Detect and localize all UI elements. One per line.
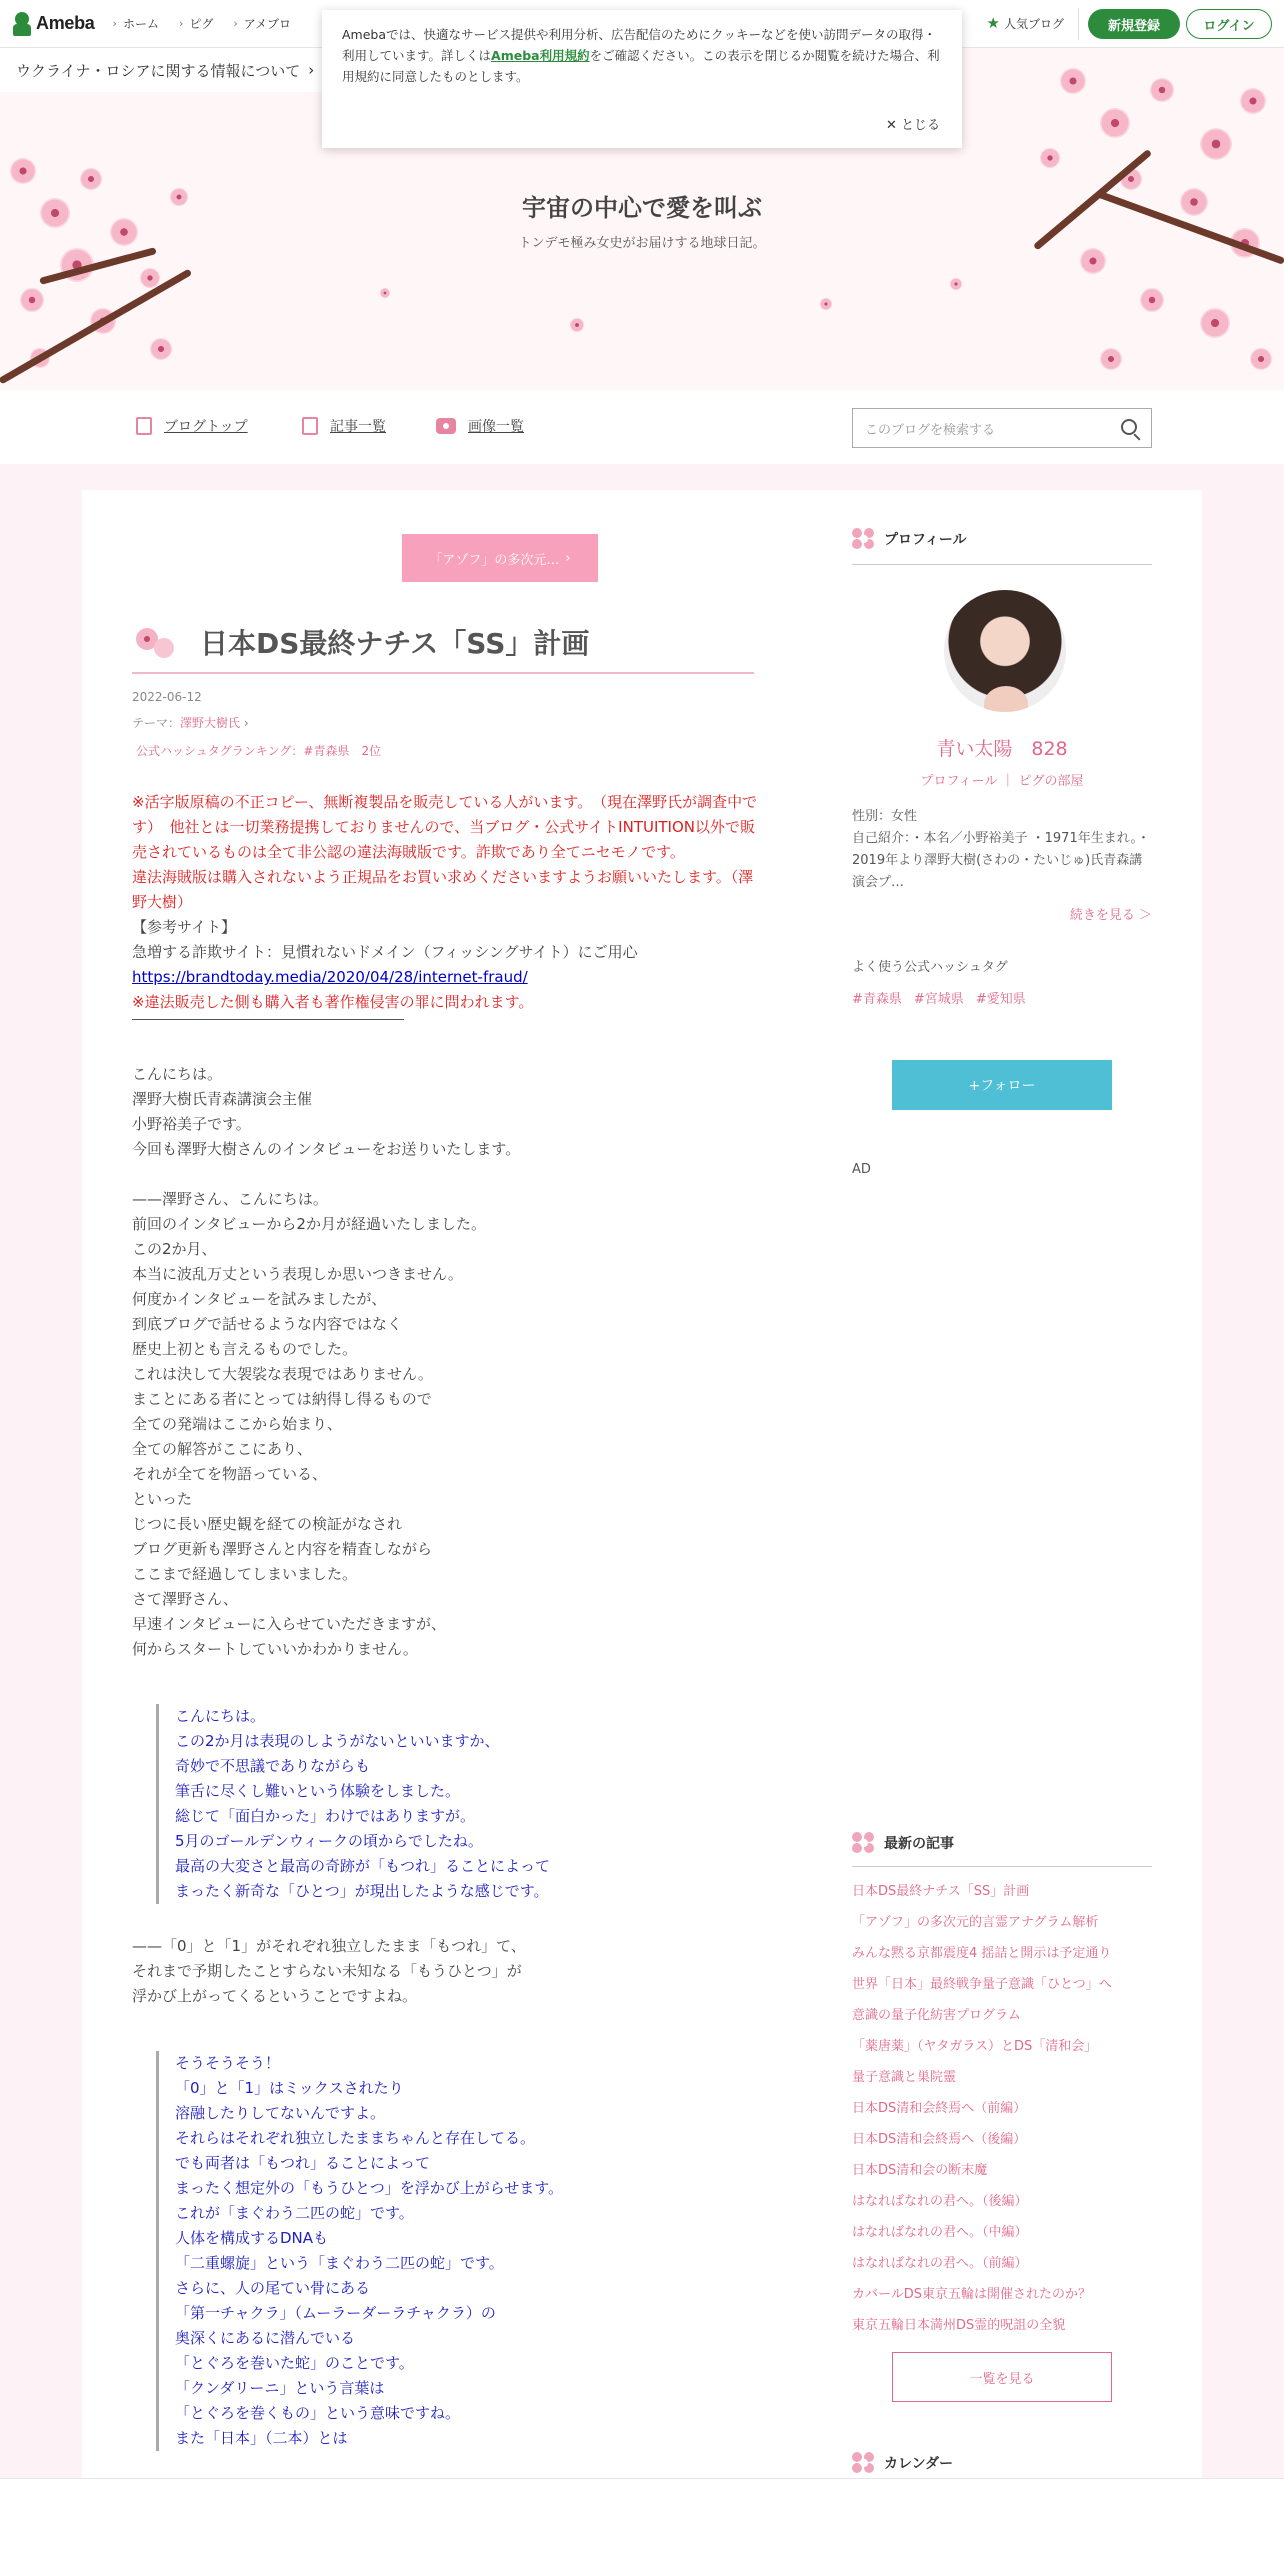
main-content — [82, 490, 1202, 2568]
blossom-decoration — [140, 268, 160, 288]
cookie-close-label: とじる — [900, 118, 940, 133]
bottom-bar — [0, 2478, 1284, 2568]
sakura-icon — [852, 528, 876, 550]
theme-label: テーマ： — [132, 716, 181, 730]
nav-home[interactable] — [113, 15, 159, 32]
signup-button[interactable]: 新規登録 — [1088, 9, 1180, 39]
blog-search-input[interactable] — [852, 408, 1152, 448]
hashtag-list — [852, 988, 1026, 1007]
title-underline — [132, 672, 754, 674]
blossom-decoration — [1240, 88, 1266, 114]
quote-line: また「日本」（二本）とは — [175, 2429, 348, 2447]
camera-icon — [436, 418, 456, 434]
ameba-logo-text: Ameba — [36, 13, 95, 33]
blog-title[interactable]: 宇宙の中心で愛を叫ぶ — [522, 194, 762, 222]
cookie-text-2: をご確認ください。この表示を閉じるか閲覧を続けた場合、利用規約に同意したものとします。 — [342, 48, 940, 84]
blog-top-link[interactable] — [136, 416, 248, 436]
body-line: 前回のインタビューから2か月が経過いたしました。 — [132, 1215, 486, 1233]
ameba-logo-icon — [12, 12, 32, 36]
quote-line: 人体を構成するDNAも — [175, 2229, 329, 2247]
quote-line: 5月のゴールデンウィークの頃からでしたね。 — [175, 1832, 483, 1850]
entry-date: 2022-06-12 — [132, 690, 202, 704]
chevron-right-icon: › — [308, 61, 315, 79]
chevron-right-icon: › — [112, 17, 117, 30]
recent-entry-link[interactable]: はなればなれの君へ。（前編） — [852, 2256, 1028, 2271]
quote-line: でも両者は「もつれ」ることによって — [175, 2154, 431, 2172]
blossom-decoration — [1200, 308, 1230, 338]
body-line: 本当に波乱万丈という表現しか思いつきません。 — [132, 1265, 463, 1283]
popular-blogs-link[interactable] — [987, 14, 1064, 32]
body-line: 今回も澤野大樹さんのインタビューをお送りいたします。 — [132, 1140, 521, 1158]
quote-line: まったく新奇な「ひとつ」が現出したような感じです。 — [175, 1882, 549, 1900]
body-line: それまで予期したことすらない未知なる「もうひとつ」が — [132, 1962, 522, 1980]
blossom-decoration — [20, 288, 44, 312]
popular-blogs-label: 人気ブログ — [1003, 16, 1064, 31]
recent-heading-label: 最新の記事 — [884, 1836, 954, 1852]
profile-heading-rule — [852, 564, 1152, 565]
image-list-link[interactable] — [436, 416, 524, 436]
recent-entry-link[interactable]: 日本DS最終ナチス「SS」計画 — [852, 1884, 1030, 1899]
hashtag-link[interactable]: #青森県 — [852, 992, 902, 1007]
blossom-decoration — [1150, 78, 1174, 102]
entry-title-row — [132, 618, 754, 666]
nav-pigg-label: ピグ — [189, 17, 214, 31]
profile-links: プロフィール ｜ ピグの部屋 — [920, 774, 1084, 789]
paragraph-question-2 — [132, 1934, 762, 2009]
chevron-right-icon: › — [243, 716, 249, 730]
search-placeholder: このブログを検索する — [865, 422, 996, 438]
body-line: 浮かび上がってくるということですよね。 — [132, 1987, 418, 2005]
branch-decoration — [0, 268, 192, 384]
entry-theme — [132, 714, 249, 731]
profile-text — [852, 806, 1152, 894]
blossom-decoration — [10, 158, 36, 184]
nav-ameblo[interactable] — [233, 15, 291, 32]
recent-entry-link[interactable]: 日本DS清和会の断末魔 — [852, 2163, 988, 2178]
rank-tag-link[interactable]: #青森県 — [303, 744, 350, 758]
quote-line: 溶融したりしてないんですよ。 — [175, 2104, 386, 2122]
body-line: 歴史上初とも言えるものでした。 — [132, 1340, 358, 1358]
quote-line: 「とぐろを巻くもの」という意味ですね。 — [175, 2404, 461, 2422]
quote-line: さらに、人の尾てい骨にある — [175, 2279, 371, 2297]
hashtags-heading: よく使う公式ハッシュタグ — [852, 960, 1008, 975]
related-entry-label: 「アゾフ」の多次元… — [429, 552, 560, 568]
blog-top-label: ブログトップ — [164, 419, 248, 435]
blossom-decoration — [1040, 148, 1060, 168]
body-line: ここまで経過してしまいました。 — [132, 1565, 358, 1583]
paragraph-interview-intro — [132, 1187, 762, 1662]
ukraine-notice-link[interactable] — [0, 48, 330, 92]
quote-line: 「とぐろを巻いた蛇」のことです。 — [175, 2354, 414, 2372]
recent-entries-list — [852, 1880, 1152, 2345]
search-icon[interactable] — [1121, 419, 1137, 435]
body-line: 何度かインタビューを試みましたが、 — [132, 1290, 387, 1308]
blossom-decoration — [380, 288, 390, 298]
quote-line: 筆舌に尽くし難いという体験をしました。 — [175, 1782, 461, 1800]
blog-description: トンデモ極み女史がお届けする地球日記。 — [518, 236, 766, 251]
quote-line: 「二重螺旋」という「まぐわう二匹の蛇」です。 — [175, 2254, 504, 2272]
recent-entry-link[interactable]: 世界「日本」最終戦争量子意識「ひとつ」へ — [852, 1977, 1112, 1992]
calendar-heading — [852, 2452, 953, 2474]
sakura-icon — [132, 622, 186, 662]
quote-line: 奇妙で不思議でありながらも — [175, 1757, 371, 1775]
quote-line: 最高の大変さと最高の奇跡が「もつれ」ることによって — [175, 1857, 551, 1875]
blossom-decoration — [1250, 348, 1272, 370]
entry-list-link[interactable] — [302, 416, 386, 436]
star-icon: ★ — [986, 14, 1000, 32]
reference-heading: 【参考サイト】 — [132, 918, 236, 936]
blossom-decoration — [1100, 348, 1122, 370]
blossom-decoration — [1100, 108, 1130, 138]
blossom-decoration — [820, 298, 832, 310]
profile-intro: 自己紹介：・本名／小野裕美子 ・1971年生まれ。・2019年より澤野大樹(さわの・たいじゅ)氏青森講演会プ… — [852, 831, 1150, 890]
quote-line: こんにちは。 — [175, 1707, 266, 1725]
nav-pigg[interactable] — [179, 15, 213, 32]
quote-line: 奥深くにあるに潜んでいる — [175, 2329, 356, 2347]
chevron-right-icon: › — [233, 17, 238, 30]
quote-line: この2か月は表現のしようがないといいますか、 — [175, 1732, 500, 1750]
separator-line — [132, 1019, 404, 1020]
quote-line: 「0」と「1」はミックスされたり — [175, 2079, 404, 2097]
body-line: といった — [132, 1490, 193, 1508]
copy-icon — [302, 417, 318, 435]
cookie-consent-popup — [322, 10, 962, 148]
nav-home-label: ホーム — [122, 17, 159, 31]
body-line: こんにちは。 — [132, 1065, 223, 1083]
body-line: まことにある者にとっては納得し得るもので — [132, 1390, 432, 1408]
hashtag-ranking — [136, 742, 381, 759]
recent-entry-link[interactable]: 意識の量子化紡害プログラム — [852, 2008, 1021, 2023]
quote-line: 「クンダリーニ」という言葉は — [175, 2379, 385, 2397]
quote-line: これが「まぐわう二匹の蛇」です。 — [175, 2204, 414, 2222]
body-line: 全ての解答がここにあり、 — [132, 1440, 313, 1458]
quote-line: 「第一チャクラ」（ムーラーダーラチャクラ）の — [175, 2304, 496, 2322]
paragraph-greeting — [132, 1062, 762, 1162]
recent-entry-link[interactable]: 日本DS清和会終焉へ（前編） — [852, 2101, 1027, 2116]
blossom-decoration — [150, 338, 172, 360]
recent-entry-link[interactable]: 量子意識と巣院靈 — [852, 2070, 957, 2085]
ameba-logo[interactable] — [12, 12, 95, 36]
header-divider — [1078, 8, 1079, 40]
entry-list-label: 記事一覧 — [330, 419, 386, 435]
cookie-text-1: Amebaでは、快適なサービス提供や利用分析、広告配信のためにクッキーなどを使い訪問データの取得・利用しています。詳しくは — [342, 27, 937, 63]
theme-link[interactable]: 澤野大樹氏 — [180, 716, 241, 730]
blossom-decoration — [1140, 288, 1164, 312]
global-nav — [113, 15, 292, 32]
entry-title[interactable]: 日本DS最終ナチス「SS」計画 — [200, 627, 590, 660]
nav-ameblo-label: アメブロ — [243, 17, 292, 31]
warning-text-2: 違法海賊版は購入されないよう正規品をお買い求めくださいますようお願いいたします。（澤野大樹） — [132, 868, 754, 911]
blossom-decoration — [1200, 128, 1232, 160]
view-all-button[interactable]: 一覧を見る — [892, 2352, 1112, 2402]
recent-entry-link[interactable]: カバールDS東京五輪は開催されたのか？ — [852, 2287, 1092, 2302]
body-line: ——澤野さん、こんにちは。 — [132, 1190, 328, 1208]
reference-link[interactable]: https://brandtoday.media/2020/04/28/internet-fraud/ — [132, 968, 528, 986]
follow-button[interactable]: +フォロー — [892, 1060, 1112, 1110]
notice-text: ウクライナ・ロシアに関する情報について — [16, 61, 301, 80]
recent-entry-link[interactable]: 「薬唐薬」（ヤタガラス）とDS「清和会」 — [852, 2039, 1098, 2054]
reference-desc: 急増する詐欺サイト：見慣れないドメイン（フィッシングサイト）にご用心 — [132, 943, 638, 961]
profile-more-link[interactable]: 続きを見る ＞ — [1069, 908, 1152, 923]
blossom-decoration — [1080, 248, 1106, 274]
body-line: 早速インタビューに入らせていただきますが、 — [132, 1615, 446, 1633]
recent-heading — [852, 1832, 954, 1854]
recent-entry-link[interactable]: はなればなれの君へ。（後編） — [852, 2194, 1028, 2209]
calendar-heading-label: カレンダー — [884, 2456, 954, 2472]
blossom-decoration — [570, 318, 584, 332]
cookie-close-button[interactable] — [886, 115, 940, 136]
login-button[interactable]: ログイン — [1186, 9, 1272, 39]
close-icon: ✕ — [885, 118, 897, 133]
profile-heading-label: プロフィール — [884, 532, 967, 548]
profile-link[interactable]: プロフィール — [920, 774, 998, 789]
hashtag-link[interactable]: #宮城県 — [913, 992, 964, 1007]
blossom-decoration — [950, 278, 962, 290]
profile-gender: 性別：女性 — [852, 809, 918, 824]
avatar[interactable] — [944, 590, 1066, 712]
quote-answer-2 — [156, 2051, 762, 2451]
body-line: さて澤野さん、 — [132, 1590, 238, 1608]
blossom-decoration — [80, 168, 102, 190]
body-line: じつに長い歴史観を経ての検証がなされ — [132, 1515, 403, 1533]
profile-heading — [852, 528, 967, 550]
chevron-right-icon: › — [565, 550, 571, 566]
body-line: ブログ更新も澤野さんと内容を精査しながら — [132, 1540, 433, 1558]
terms-link[interactable]: Ameba利用規約 — [491, 48, 590, 63]
related-entry-button[interactable] — [402, 534, 598, 582]
sakura-icon — [852, 1832, 876, 1854]
recent-entry-link[interactable]: 東京五輪日本満州DS霊的呪詛の全貌 — [852, 2318, 1066, 2333]
recent-entry-link[interactable]: 日本DS清和会終焉へ（後編） — [852, 2132, 1027, 2147]
pig-room-link[interactable]: ピグの部屋 — [1018, 774, 1084, 789]
chevron-right-icon: › — [178, 17, 184, 30]
body-line: 何からスタートしていいかわかりません。 — [132, 1640, 418, 1658]
recent-entry-link[interactable]: みんな黙る京都震度4 揺詰と開示は予定通り — [852, 1946, 1112, 1961]
document-icon — [136, 417, 152, 435]
rank-position: 2位 — [361, 744, 382, 758]
ad-label: AD — [852, 1162, 871, 1177]
body-line: 澤野大樹氏青森講演会主催 — [132, 1090, 313, 1108]
warning-text-1: ※活字版原稿の不正コピー、無断複製品を販売している人がいます。 （現在澤野氏が調査中です） 他社とは一切業務提携しておりませんので、当ブログ・公式サイトINTUITION以外で販売されているものは全て非公認の違法海賊版です。詐欺であり全てニセモノです。 — [132, 793, 758, 861]
entry-body — [132, 790, 762, 2481]
rank-label: 公式ハッシュタグランキング： — [136, 744, 304, 758]
blog-nav — [0, 390, 1284, 464]
quote-line: それらはそれぞれ独立したままちゃんと存在してる。 — [175, 2129, 536, 2147]
recent-entry-link[interactable]: はなればなれの君へ。（中編） — [852, 2225, 1028, 2240]
quote-line: 総じて「面白かった」わけではありますが。 — [175, 1807, 476, 1825]
warning-text-3: ※違法販売した側も購入者も著作権侵害の罪に問われます。 — [132, 993, 534, 1011]
body-line: 到底ブログで話せるような内容ではなく — [132, 1315, 403, 1333]
quote-line: まったく想定外の「もうひとつ」を浮かび上がらせます。 — [175, 2179, 564, 2197]
quote-line: そうそうそう！ — [175, 2054, 281, 2072]
image-list-label: 画像一覧 — [468, 419, 524, 435]
body-line: 全ての発端はここから始まり、 — [132, 1415, 343, 1433]
body-line: ——「0」と「1」がそれぞれ独立したまま「もつれ」て、 — [132, 1937, 526, 1955]
recent-heading-rule — [852, 1866, 1152, 1867]
quote-answer-1 — [156, 1704, 762, 1904]
body-line: それが全てを物語っている、 — [132, 1465, 328, 1483]
blossom-decoration — [1060, 68, 1086, 94]
body-line: 小野裕美子です。 — [132, 1115, 251, 1133]
sakura-icon — [852, 2452, 876, 2474]
recent-entry-link[interactable]: 「アゾフ」の多次元的言霊アナグラム解析 — [852, 1915, 1099, 1930]
body-line: この2か月、 — [132, 1240, 217, 1258]
hashtag-link[interactable]: #愛知県 — [975, 992, 1026, 1007]
body-line: これは決して大袈裟な表現ではありません。 — [132, 1365, 433, 1383]
profile-name[interactable]: 青い太陽 828 — [936, 738, 1068, 760]
